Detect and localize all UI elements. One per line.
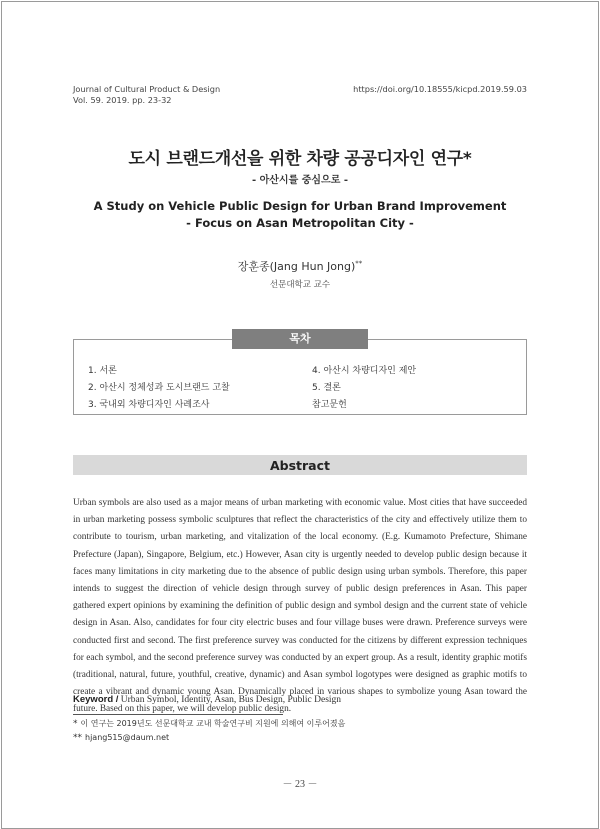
journal-name: Journal of Cultural Product & Design — [73, 84, 221, 94]
author-name: 장훈종(Jang Hun Jong) — [237, 260, 356, 273]
english-title: A Study on Vehicle Public Design for Urban Brand Improvement — [93, 199, 507, 213]
journal-volume: Vol. 59. 2019. pp. 23-32 — [73, 95, 172, 105]
english-subtitle: - Focus on Asan Metropolitan City - — [186, 216, 414, 230]
toc-left-column — [88, 363, 230, 414]
toc-heading: 목차 — [232, 329, 368, 349]
toc-item: 참고문헌 — [312, 400, 347, 410]
page-number: － 23 － — [282, 779, 318, 790]
footnote-text: 이 연구는 2019년도 선문대학교 교내 학술연구비 지원에 의해여 이루어졌음 — [80, 719, 346, 728]
footnote-divider — [73, 714, 283, 715]
toc-item: 3. 국내외 차량디자인 사례조사 — [88, 400, 210, 410]
toc-item: 2. 아산시 정체성과 도시브랜드 고찰 — [88, 383, 230, 393]
author-email[interactable]: hjang515@daum.net — [85, 733, 170, 742]
footnote-mark: ** — [73, 733, 82, 743]
keyword-list: Urban Symbol, Identity, Asan, Bus Design, Public Design — [120, 695, 342, 705]
abstract-body: Urban symbols are also used as a major means of urban marketing with economic value. Most cities that have succeeded in urban marketing possess symbolic sculptures that reflect the characteristics of the city and effectively utilize them to contribute to tourism, urban marketing, and vitalization of the local economy. (E.g. Kumamoto Prefecture, Shimane Prefecture (Japan), Singapore, Belgium, etc.) However, Asan city is urgently needed to develop public design because it faces many limitations in city marketing due to the absence of public design using urban symbols. Therefore, this paper intends to suggest the direction of vehicle design through survey of public design preferences in Asan. This paper gathered expert opinions by examining the definition of public design and symbol design and the current state of vehicle design in Asan. Also, candidates for four city electric buses and four village buses were drawn. Preference surveys were conducted first and second. The first preference survey was conducted for the citizens by different expression techniques for each symbol, and the second preference survey was conducted by an expert group. As a result, identity graphic motifs (traditional, natural, future, youthful, creative, dynamic) and Asan symbol logotypes were designed as graphic motifs to create a vibrant and dynamic young Asan. Dynamically placed in various shapes to symbolize young Asan toward the future. Based on this paper, we will develop public design. — [73, 498, 527, 715]
abstract-heading: Abstract — [73, 455, 527, 475]
author-affiliation: 선문대학교 교수 — [269, 280, 331, 290]
toc-item: 5. 결론 — [312, 383, 341, 393]
korean-subtitle: - 아산시를 중심으로 - — [251, 175, 349, 186]
toc-item: 1. 서론 — [88, 366, 117, 376]
toc-right-column — [312, 363, 416, 414]
journal-info — [73, 84, 220, 106]
footnote-mark: * — [73, 719, 78, 729]
author-line — [0, 258, 600, 274]
keyword-label: Keyword / — [73, 694, 119, 705]
footnote-funding — [73, 718, 345, 729]
keyword-line — [73, 694, 341, 705]
footnote-email — [73, 733, 169, 743]
doi-link[interactable]: https://doi.org/10.18555/kicpd.2019.59.03 — [353, 84, 527, 94]
author-mark: ** — [355, 259, 363, 268]
toc-item: 4. 아산시 차량디자인 제안 — [312, 366, 417, 376]
korean-title: 도시 브랜드개선을 위한 차량 공공디자인 연구* — [128, 149, 472, 169]
